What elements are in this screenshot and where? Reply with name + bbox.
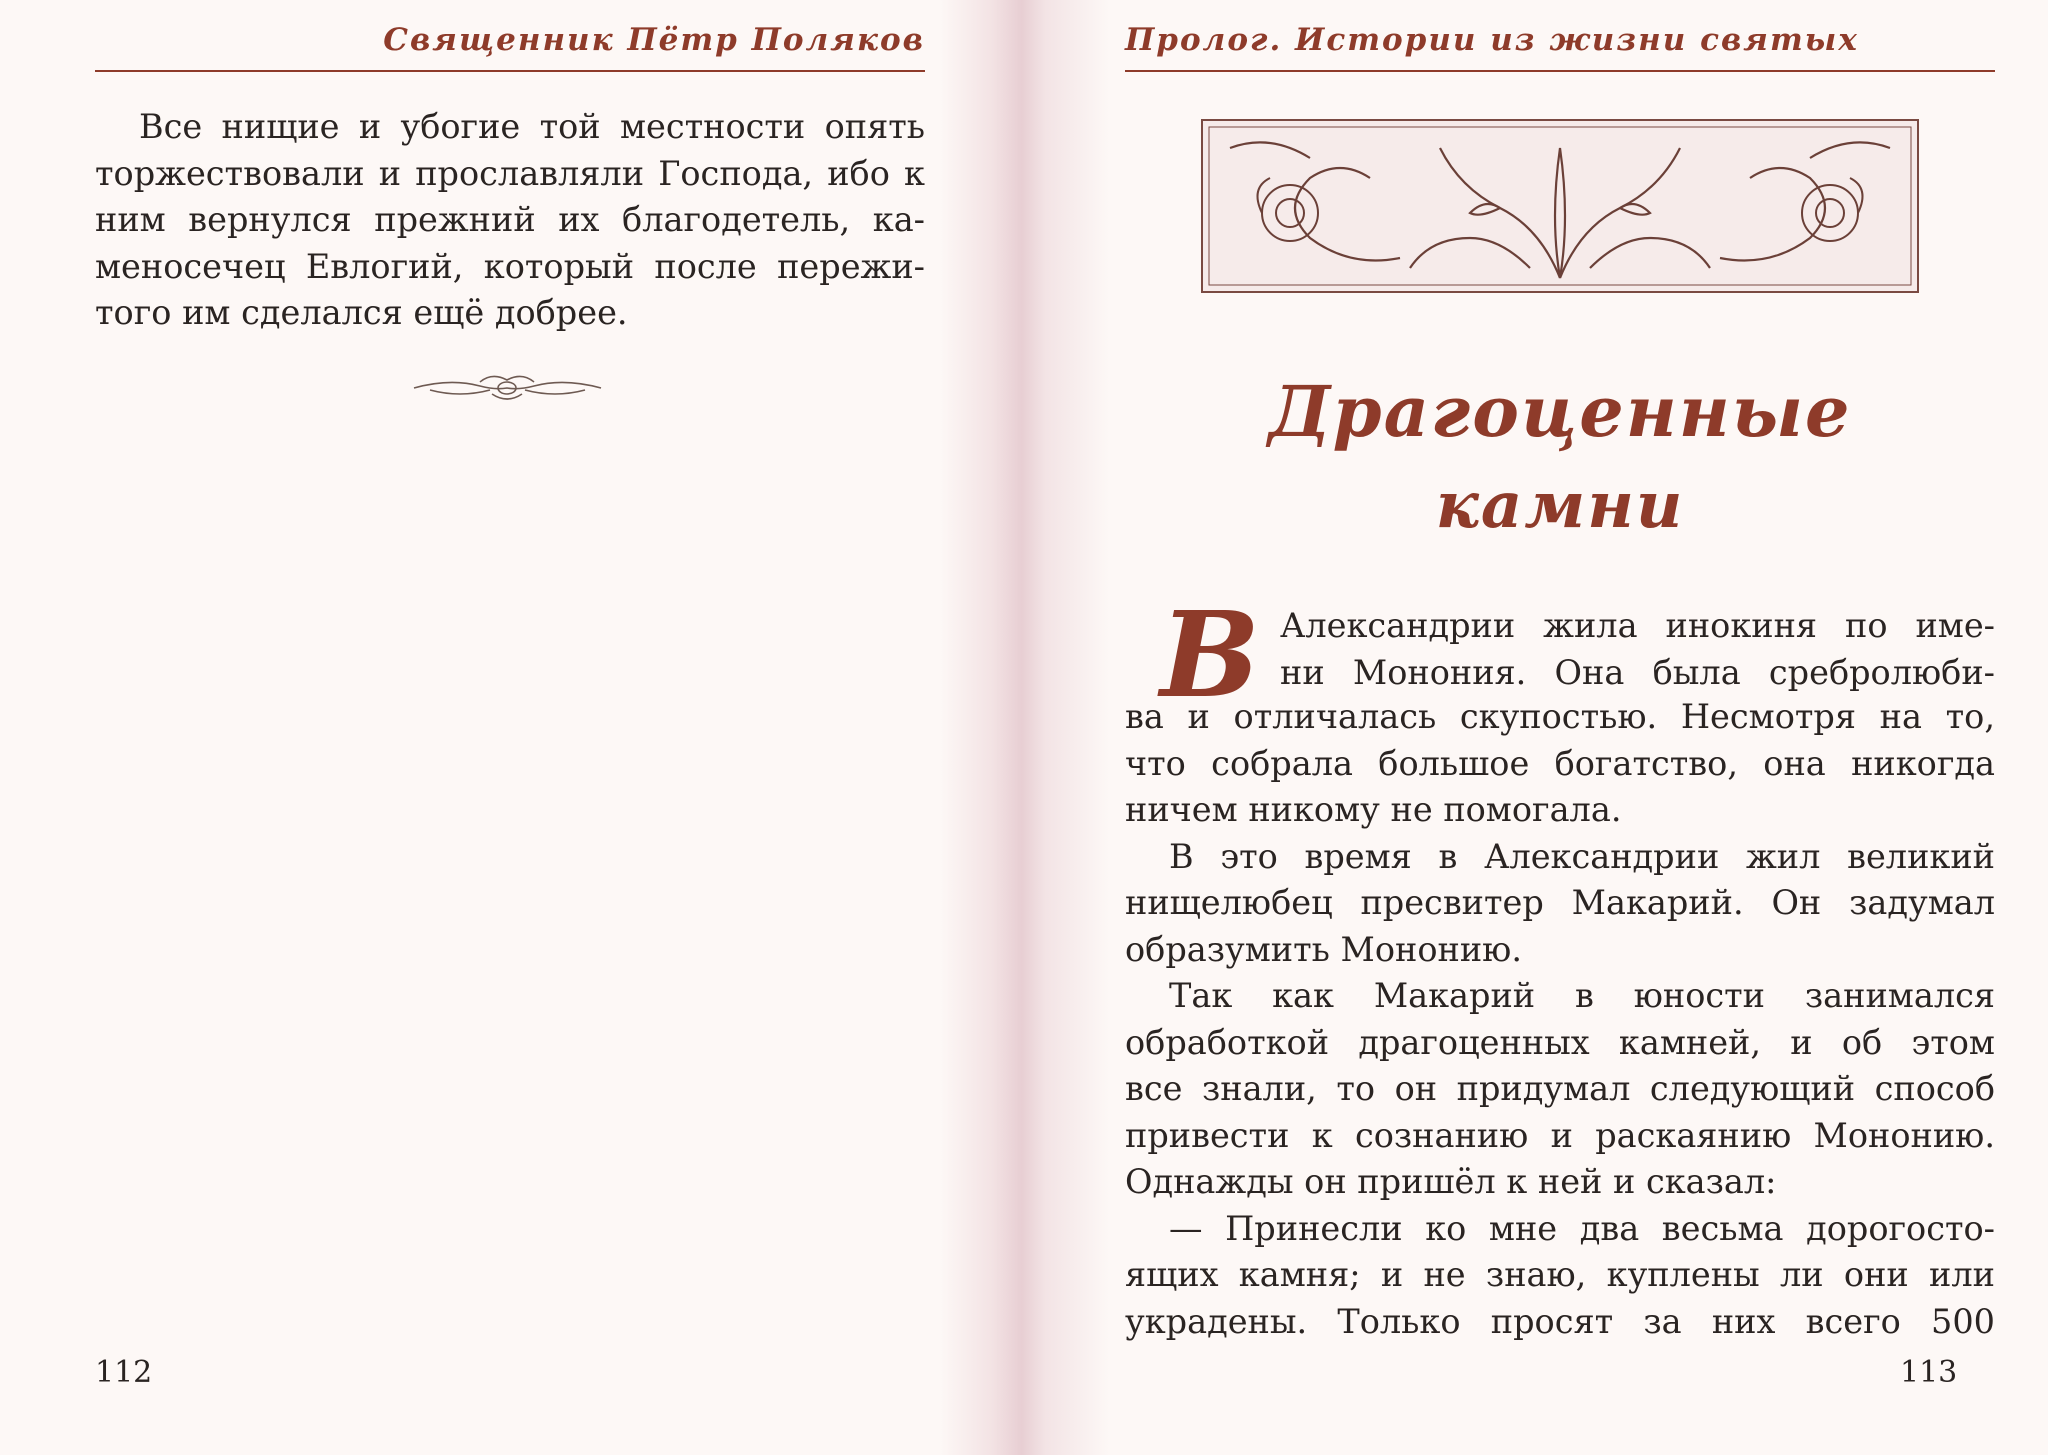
text-line: Все нищие и убогие той местности опять xyxy=(139,107,925,146)
text-line: торжествовали и прославляли Господа, ибо к xyxy=(95,153,925,193)
text-line: нищелюбец пресвитер Макарий. Он задумал xyxy=(1125,883,1995,922)
text-line: образумить Мононию. xyxy=(1125,929,1522,969)
right-text-block xyxy=(1125,694,1995,1345)
left-page-number: 112 xyxy=(95,1355,153,1390)
text-line: меносечец Евлогий, который после пережи- xyxy=(95,246,925,286)
chapter-title-line1: Драгоценные xyxy=(1268,370,1852,453)
right-text-opening xyxy=(1280,603,1995,696)
text-line: В это время в Александрии жил великий xyxy=(1169,836,1995,876)
text-line: — Принесли ко мне два весьма дорогосто- xyxy=(1169,1208,1995,1248)
text-line: что собрала большое богатство, она никогда xyxy=(1125,743,1995,783)
left-text-block xyxy=(95,104,925,337)
text-line: того им сделался ещё добрее. xyxy=(95,293,628,332)
text-line: украдены. Только просят за них всего 500 xyxy=(1125,1301,1995,1341)
left-page xyxy=(0,0,1000,1455)
right-page xyxy=(1040,0,2048,1455)
text-line: Однажды он пришёл к ней и сказал: xyxy=(1125,1162,1777,1201)
left-running-head: Священник Пётр Поляков xyxy=(383,22,925,58)
chapter-title-line2: камни xyxy=(1435,468,1685,543)
text-line: Так как Макарий в юности занимался xyxy=(1169,976,1995,1015)
right-page-number: 113 xyxy=(1900,1355,1958,1390)
drop-cap: В xyxy=(1160,585,1260,724)
section-end-ornament xyxy=(410,368,605,408)
right-running-head: Пролог. Истории из жизни святых xyxy=(1125,22,1859,58)
text-line: ним вернулся прежний их благодетель, ка- xyxy=(95,200,925,239)
text-line: ящих камня; и не знаю, куплены ли они или xyxy=(1125,1255,1995,1294)
text-line: ничем никому не помогала. xyxy=(1125,790,1622,829)
chapter-header-ornament xyxy=(1200,118,1920,294)
text-line: привести к сознанию и раскаянию Мононию. xyxy=(1125,1115,1995,1155)
text-line: обработкой драгоценных камней, и об этом xyxy=(1125,1022,1995,1062)
right-head-rule xyxy=(1125,70,1995,72)
text-line: Александрии жила инокиня по име- xyxy=(1280,606,1995,645)
left-head-rule xyxy=(95,70,925,72)
text-line: ва и отличалась скупостью. Несмотря на то, xyxy=(1125,697,1995,736)
text-line: ни Монония. Она была сребролюби- xyxy=(1280,652,1995,692)
text-line: все знали, то он придумал следующий способ xyxy=(1125,1069,1995,1108)
